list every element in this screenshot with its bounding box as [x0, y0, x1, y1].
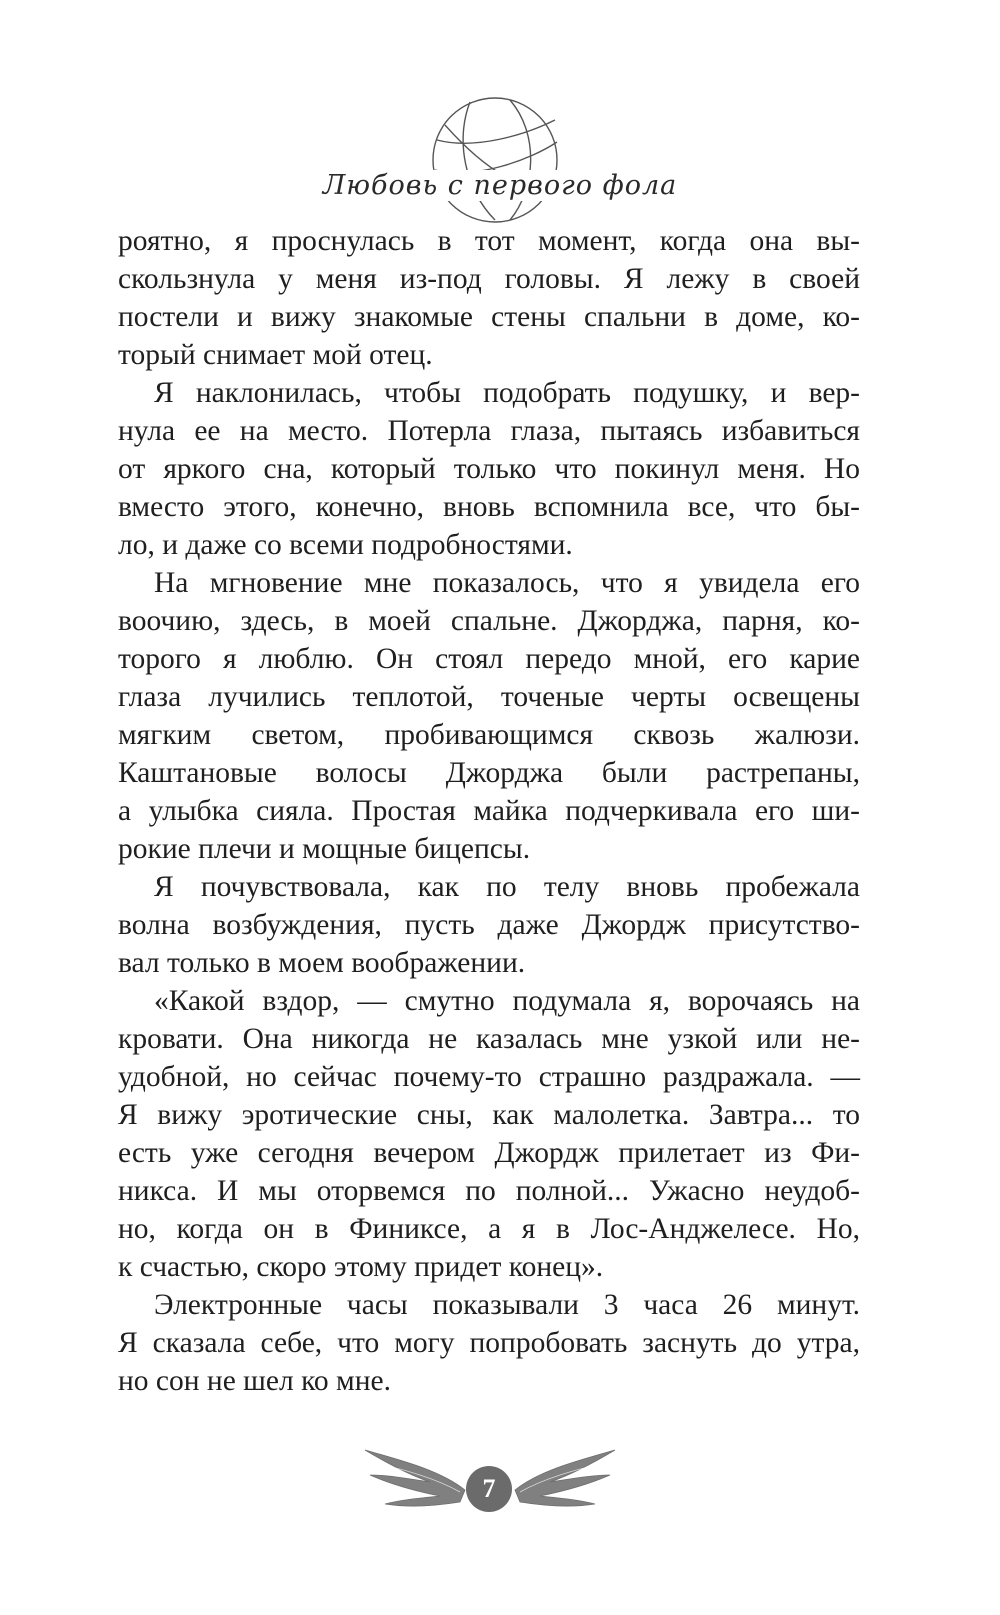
- text-line: вместо этого, конечно, вновь вспомнила все, что бы-: [118, 491, 860, 523]
- page-number: 7: [466, 1466, 512, 1512]
- text-line: торый снимает мой отец.: [118, 339, 433, 371]
- text-line: а улыбка сияла. Простая майка подчеркивала его ши-: [118, 795, 860, 827]
- text-line: Каштановые волосы Джорджа были растрепаны,: [118, 757, 860, 789]
- text-line: к счастью, скоро этому придет конец».: [118, 1251, 604, 1283]
- page-footer: [0, 1420, 1000, 1550]
- text-line: глаза лучились теплотой, точеные черты освещены: [118, 681, 860, 713]
- text-line: роятно, я проснулась в тот момент, когда она вы-: [118, 225, 860, 257]
- text-line: торого я люблю. Он стоял передо мной, его карие: [118, 643, 860, 675]
- text-line: Я наклонилась, чтобы подобрать подушку, и вер-: [154, 377, 860, 409]
- basketball-icon: [415, 80, 575, 240]
- text-line: нула ее на место. Потерла глаза, пытаясь избавиться: [118, 415, 860, 447]
- text-line: скользнула у меня из-под головы. Я лежу в своей: [118, 263, 860, 295]
- text-line: есть уже сегодня вечером Джордж прилетает из Фи-: [118, 1137, 860, 1169]
- text-line: от яркого сна, который только что покинул меня. Но: [118, 453, 860, 485]
- running-title: [0, 170, 1000, 201]
- text-line: Я сказала себе, что могу попробовать заснуть до утра,: [118, 1327, 860, 1359]
- text-line: Я почувствовала, как по телу вновь пробежала: [154, 871, 860, 903]
- text-line: воочию, здесь, в моей спальне. Джорджа, парня, ко-: [118, 605, 860, 637]
- text-line: вал только в моем воображении.: [118, 947, 526, 979]
- text-line: никса. И мы оторвемся по полной... Ужасно неудоб-: [118, 1175, 860, 1207]
- page-header: [0, 0, 1000, 210]
- text-line: рокие плечи и мощные бицепсы.: [118, 833, 531, 865]
- text-line: На мгновение мне показалось, что я увидела его: [154, 567, 860, 599]
- text-line: волна возбуждения, пусть даже Джордж присутство-: [118, 909, 860, 941]
- text-line: кровати. Она никогда не казалась мне узкой или не-: [118, 1023, 860, 1055]
- text-line: но сон не шел ко мне.: [118, 1365, 391, 1397]
- text-line: Я вижу эротические сны, как малолетка. Завтра... то: [118, 1099, 860, 1131]
- body-text: [118, 222, 860, 1400]
- text-line: постели и вижу знакомые стены спальни в доме, ко-: [118, 301, 860, 333]
- text-line: мягким светом, пробивающимся сквозь жалюзи.: [118, 719, 860, 751]
- text-line: ло, и даже со всеми подробностями.: [118, 529, 573, 561]
- running-title-text: Любовь с первого фола: [317, 170, 684, 201]
- text-line: Электронные часы показывали 3 часа 26 минут.: [154, 1289, 860, 1321]
- text-line: «Какой вздор, — смутно подумала я, ворочаясь на: [154, 985, 860, 1017]
- text-line: но, когда он в Финиксе, а я в Лос-Анджелесе. Но,: [118, 1213, 860, 1245]
- text-line: удобной, но сейчас почему-то страшно раздражала. —: [118, 1061, 860, 1093]
